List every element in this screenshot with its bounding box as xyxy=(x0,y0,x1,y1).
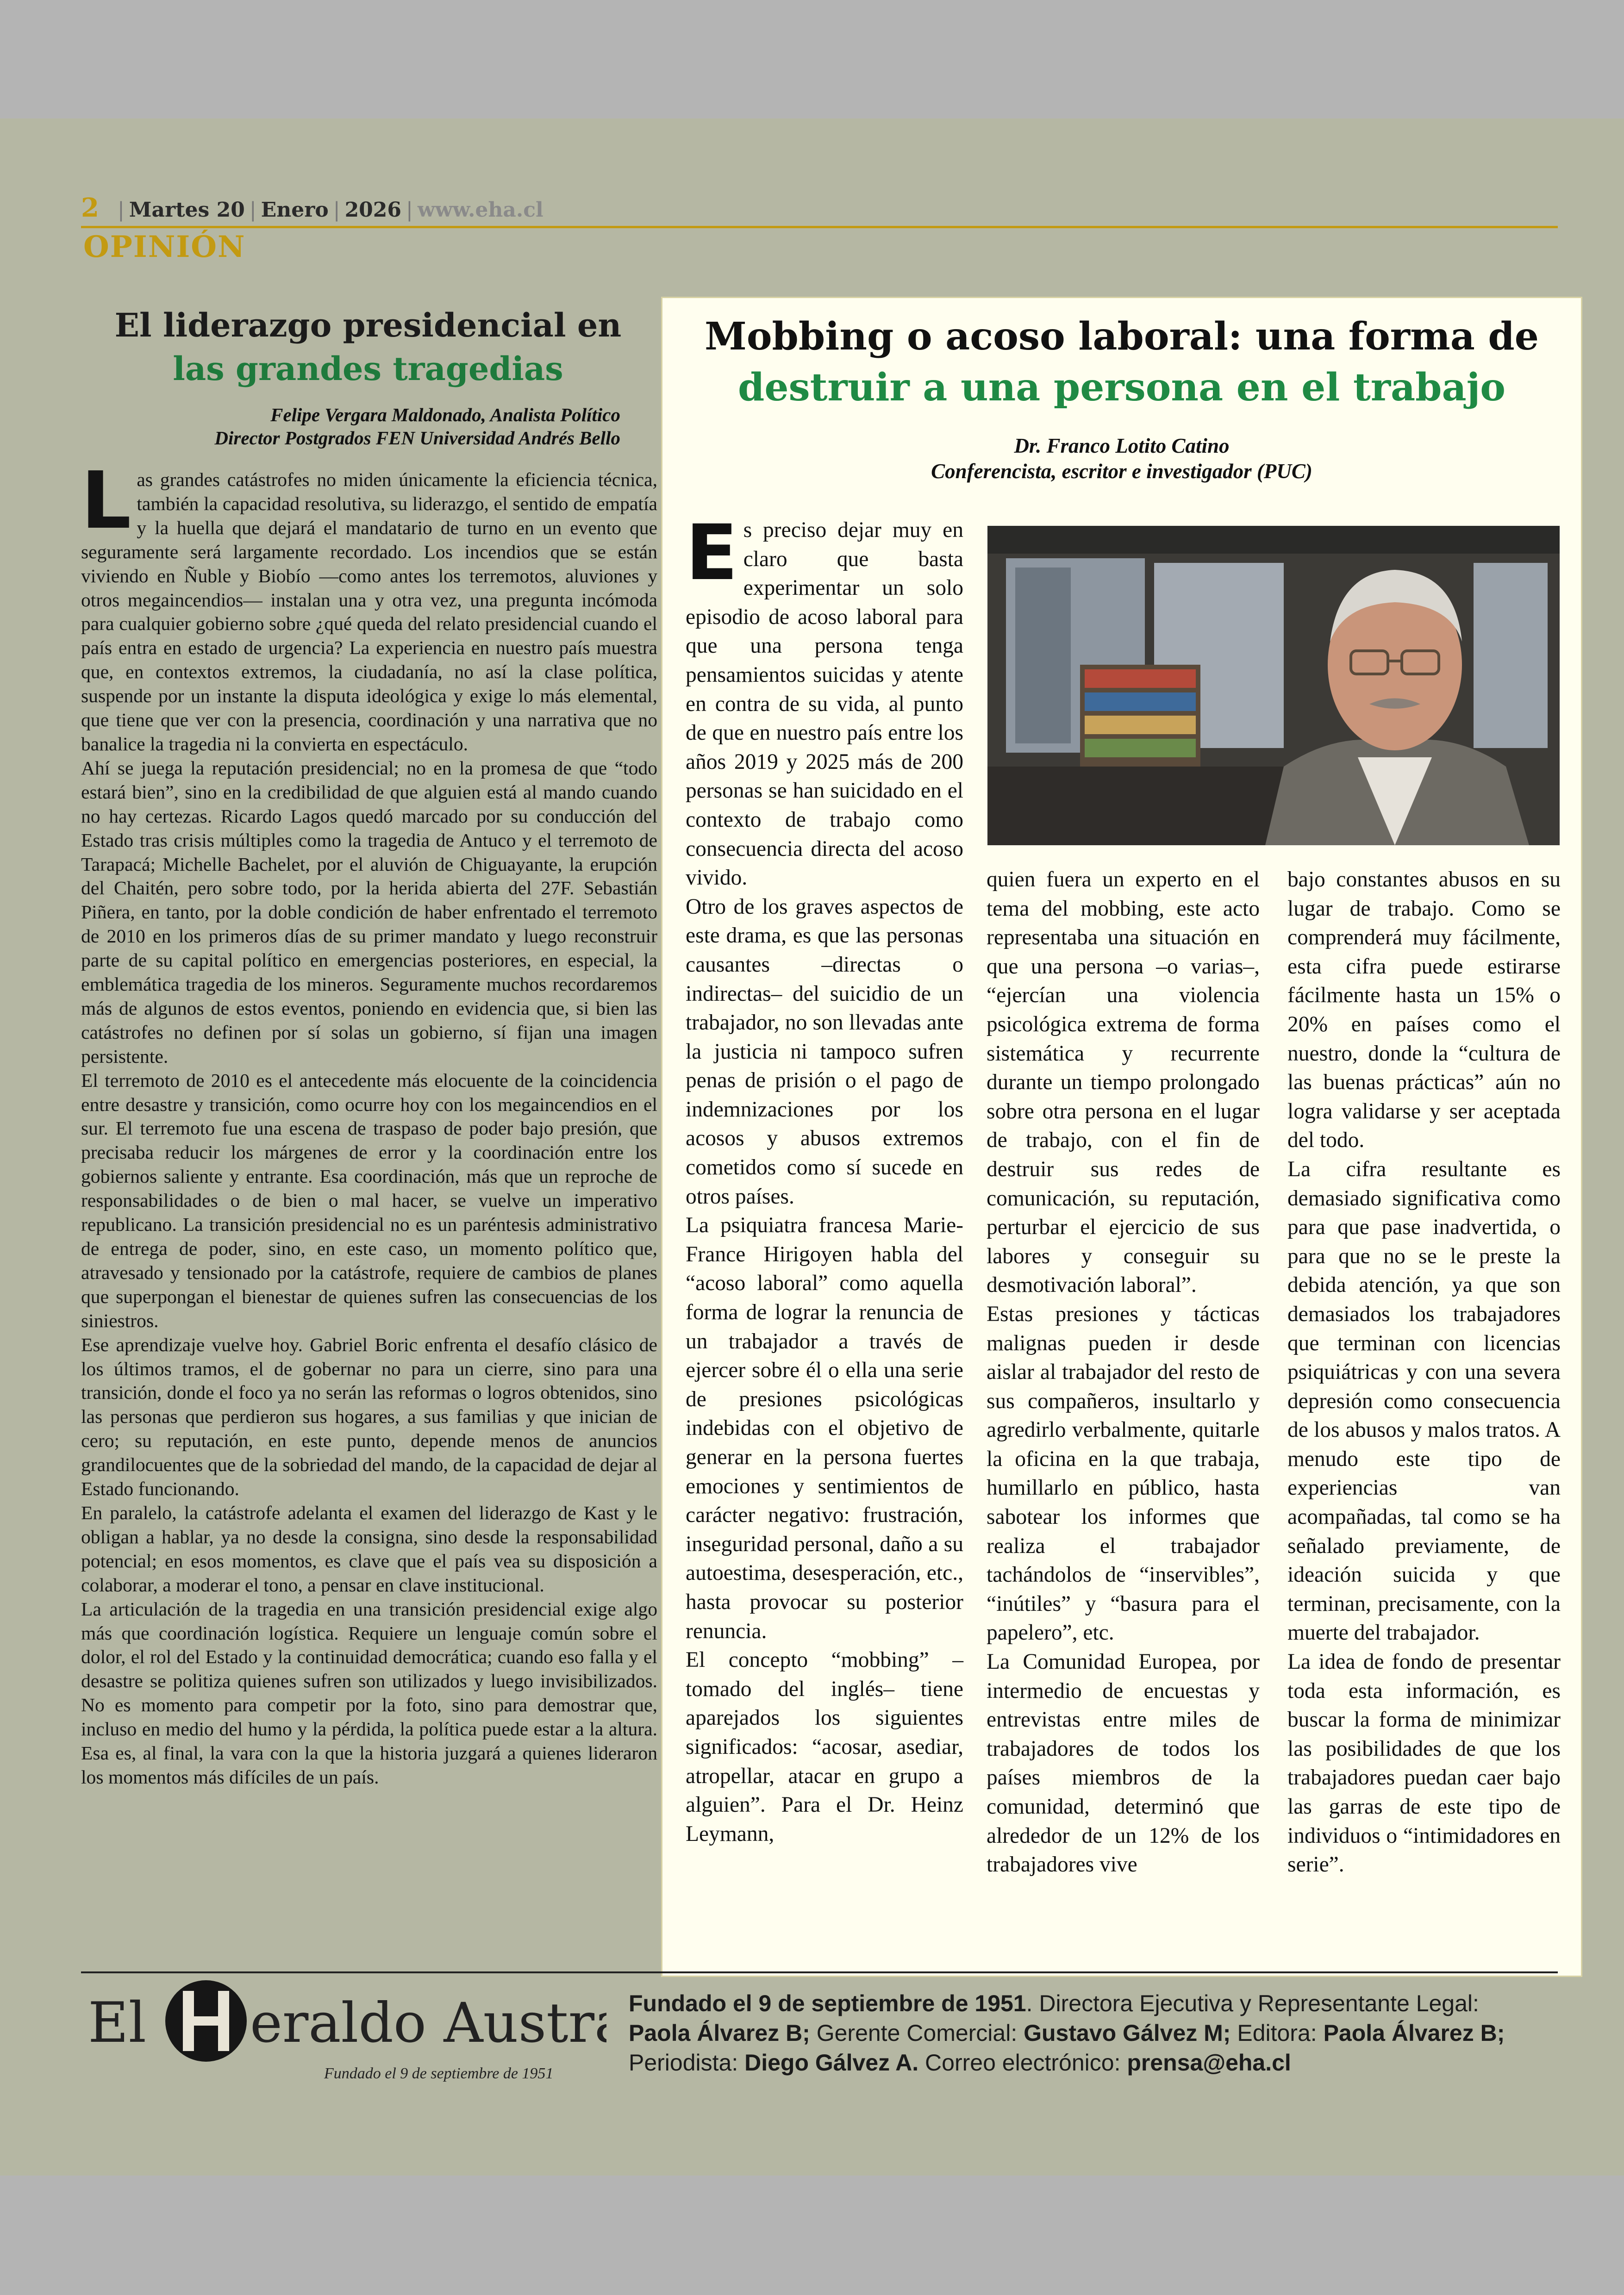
section-title: OPINIÓN xyxy=(83,230,246,264)
logo-text-1: El xyxy=(88,1991,146,2055)
paragraph: El concepto “mobbing” –tomado del inglés– tiene aparejados los siguientes significados: “acosar, asediar, atropellar, atacar en grupo a alguien”. Para el Dr. Heinz Leymann, xyxy=(686,1648,963,1846)
contact-email[interactable]: prensa@eha.cl xyxy=(1127,2050,1291,2076)
right-article-author-role: Conferencista, escritor e investigador (PUC) xyxy=(931,460,1312,483)
paragraph: La psiquiatra francesa Marie-France Hirigoyen habla del “acoso laboral” como aquella forma de lograr la renuncia de un trabajador a través de ejercer sobre él o ella una serie de presiones psicológicas indebidas con el objetivo de generar en la persona fuertes emociones y sentimientos de carácter negativo: frustración, inseguridad personal, daño a su autoestima, desesperación, etc., hasta provocar su posterior renuncia. xyxy=(686,1213,963,1643)
paragraph: La idea de fondo de presentar toda esta información, es buscar la forma de minimizar las posibilidades de que los trabajadores puedan caer bajo las garras de este tipo de individuos o “intimidadores en serie”. xyxy=(1287,1650,1561,1877)
author-photo xyxy=(987,526,1560,845)
paragraph: s preciso dejar muy en claro que basta experimentar un solo episodio de acoso laboral para que una persona tenga pensamientos suicidas y atente en contra de su vida, al punto de que en nuestro país entre los años 2019 y 2025 más de 200 personas se han suicidado en el contexto de trabajo como consecuencia directa del acoso vivido. xyxy=(686,518,963,890)
header-rule xyxy=(81,226,1558,228)
logo-text-2: eraldo Austral xyxy=(250,1991,606,2055)
journalist-name: Diego Gálvez A. xyxy=(744,2050,919,2076)
paragraph: bajo constantes abusos en su lugar de trabajo. Como se comprenderá muy fácilmente, esta cifra puede estirarse fácilmente hasta un 15% o 20% en países como el nuestro, donde la “cultura de las buenas prácticas” aún no logra validarse y ser aceptada del todo. xyxy=(1287,867,1561,1153)
logo-tagline: Fundado el 9 de septiembre de 1951 xyxy=(324,2065,554,2082)
left-article-title-line2: las grandes tragedias xyxy=(173,349,563,388)
footer-rule xyxy=(81,1971,1558,1973)
paragraph: En paralelo, la catástrofe adelanta el examen del liderazgo de Kast y le obligan a hablar, ya no desde la consigna, sino desde la responsabilidad potencial; en esos momentos, es clave que el país vea su disposición a colaborar, a moderar el tono, a pensar en clave institucional. xyxy=(81,1502,657,1596)
header-year: 2026 xyxy=(344,198,402,222)
drop-cap: E xyxy=(686,508,738,597)
paragraph: quien fuera un experto en el tema del mobbing, este acto representaba una situación en que una persona –o varias–, “ejercían una violencia psicológica extrema de forma sistemática y recurrente durante un tiempo prolongado sobre otra persona en el lugar de trabajo, con el fin de destruir sus redes de comunicación, su reputación, perturbar el ejercicio de sus labores y conseguir su desmotivación laboral”. xyxy=(987,867,1260,1297)
drop-cap: L xyxy=(81,455,131,547)
right-article-panel xyxy=(661,297,1582,1977)
paragraph: Ahí se juega la reputación presidencial; no en la promesa de que “todo estará bien”, sino en la credibilidad de que alguien está al mando cuando no hay certezas. Ricardo Lagos quedó marcado por su conducción del Estado tras crisis múltiples como la tragedia de Antuco y el terremoto de Tarapacá; Michelle Bachelet, por el aluvión de Chiguayante, la erupción del Chaitén, pero sobre todo, por la herida abierta del 27F. Sebastián Piñera, en tanto, por la doble condición de haber enfrentado el terremoto de 2010 en los primeros días de su primer mandato y luego reconstruir parte de su capital político en emergencias posteriores, en especial, la emblemática tragedia de los mineros. Seguramente muchos recordaremos más de algunos de estos eventos, poniendo en evidencia que, si bien las catástrofes no definen por sí solas un gobierno, sí fijan una imagen persistente. xyxy=(81,757,657,1067)
left-article-author-role: Director Postgrados FEN Universidad Andrés Bello xyxy=(214,427,620,449)
right-article-column-3 xyxy=(1287,865,1561,1879)
right-article-author: Dr. Franco Lotito Catino xyxy=(1014,434,1230,457)
commercial-manager: Gustavo Gálvez M; xyxy=(1024,2020,1231,2046)
paragraph: Estas presiones y tácticas malignas pueden ir desde aislar al trabajador del resto de sus compañeros, insultarlo y agredirlo verbalmente, quitarle la oficina en la que trabaja, humillarlo en público, hasta sabotear los informes que realiza el trabajador tachándolos de “inservibles”, “inútiles” y “basura para el papelero”, etc. xyxy=(987,1302,1260,1645)
newspaper-logo xyxy=(88,1979,606,2063)
paragraph: Ese aprendizaje vuelve hoy. Gabriel Boric enfrenta el desafío clásico de los últimos tramos, el de gobernar no para un cierre, sino para una transición, donde el foco ya no serán las reformas o logros obtenidos, sino las personas que perdieron sus hogares, a sus familias y que inician de cero; su reputación, en este punto, depende menos de anuncios grandilocuentes que de la sobriedad del mando, de la capacidad de dejar al Estado funcionando. xyxy=(81,1334,657,1500)
right-article-title-line1: Mobbing o acoso laboral: una forma de xyxy=(705,314,1539,359)
paragraph: El terremoto de 2010 es el antecedente más elocuente de la coincidencia entre desastre y transición, como ocurre hoy con los megaincendios en el sur. El terremoto fue una escena de traspaso de poder bajo presión, que precisaba reducir los márgenes de error y la coordinación entre los gobiernos saliente y entrante. Esa coordinación, más que un reproche de responsabilidades o de bien o mal hacer, se vuelve un imperativo republicano. La transición presidencial no es un paréntesis administrativo de entrega de poder, sino, en este caso, un momento político que, atravesado y tensionado por la catástrofe, requiere de cambios de planes que superpongan el bienestar de quienes sufren las consecuencias de los siniestros. xyxy=(81,1069,657,1331)
right-article-title-line2: destruir a una persona en el trabajo xyxy=(738,365,1505,410)
paragraph: as grandes catástrofes no miden únicamente la eficiencia técnica, también la capacidad resolutiva, su liderazgo, el sentido de empatía y la huella que dejará el mandatario de turno en un evento que seguramente será largamente recordado. Los incendios que se están viviendo en Ñuble y Biobío —como antes los terremotos, aluviones y otros megaincendios— instalan una y otra vez, una pregunta incómoda para cualquier gobierno sobre ¿qué queda del relato presidencial cuando el país entra en estado de urgencia? La experiencia en nuestro país muestra que, en contextos extremos, la ciudadanía, no así la clase política, suspende por un instante la disputa ideológica y exige lo más elemental, que tiene que ver con la presencia, coordinación y una narrativa que no banalice la tragedia ni la convierta en espectáculo. xyxy=(81,469,657,755)
right-article-column-2 xyxy=(987,865,1260,1879)
paragraph: Otro de los graves aspectos de este drama, es que las personas causantes –directas o indirectas– del suicidio de un trabajador, no son llevadas ante la justicia ni tampoco sufren penas de prisión o el pago de indemnizaciones por los acosos y abusos extremos cometidos como sí sucede en otros países. xyxy=(686,894,963,1209)
editor-name: Paola Álvarez B; xyxy=(1323,2020,1505,2046)
header-website[interactable]: www.eha.cl xyxy=(417,198,543,222)
paragraph: La Comunidad Europea, por intermedio de encuestas y entrevistas entre miles de trabajadores de todos los países miembros de la comunidad, determinó que alrededor de un 12% de los trabajadores vive xyxy=(987,1650,1260,1877)
header-day: Martes 20 xyxy=(129,198,245,222)
left-article-author: Felipe Vergara Maldonado, Analista Político xyxy=(270,404,620,425)
masthead-info: Fundado el 9 de septiembre de 1951. Directora Ejecutiva y Representante Legal: Paola Álvarez B; Gerente Comercial: Gustavo Gálvez M; Editora: Paola Álvarez B; Periodista: Diego Gálvez A. Correo electrónico: prensa@eha.cl xyxy=(629,1990,1505,2076)
left-article-body xyxy=(81,455,657,1790)
left-article-title-line1: El liderazgo presidencial en xyxy=(114,306,622,344)
newspaper-page xyxy=(0,118,1624,2176)
director-name: Paola Álvarez B; xyxy=(629,2020,810,2046)
paragraph: La articulación de la tragedia en una transición presidencial exige algo más que coordinación logística. Requiere un lenguaje común sobre el dolor, el rol del Estado y la continuidad democrática; cuando eso falla y el desastre se politiza quienes sufren son utilizados y luego invisibilizados. No es momento para competir por la foto, sino para demostrar que, incluso en medio del humo y la pérdida, la política puede estar a la altura. Esa es, al final, la vara con la que la historia juzgará a quienes lideraron los momentos más difíciles de un país. xyxy=(81,1598,657,1788)
page-number: 2 xyxy=(81,193,99,223)
right-article-column-1 xyxy=(686,508,963,1848)
page-header: 2 | Martes 20 | Enero | 2026 | www.eha.cl xyxy=(81,193,543,223)
paragraph: La cifra resultante es demasiado significativa como para que pase inadvertida, o para que no se le preste la debida atención, ya que son demasiados los trabajadores que terminan con licencias psiquiátricas y con una severa depresión como consecuencia de los abusos y malos tratos. A menudo este tipo de experiencias van acompañadas, tal como se ha señalado previamente, de ideación suicida y que terminan, precisamente, con la muerte del trabajador. xyxy=(1287,1157,1561,1645)
header-month: Enero xyxy=(261,198,329,222)
founded-date: Fundado el 9 de septiembre de 1951 xyxy=(629,1990,1026,2016)
